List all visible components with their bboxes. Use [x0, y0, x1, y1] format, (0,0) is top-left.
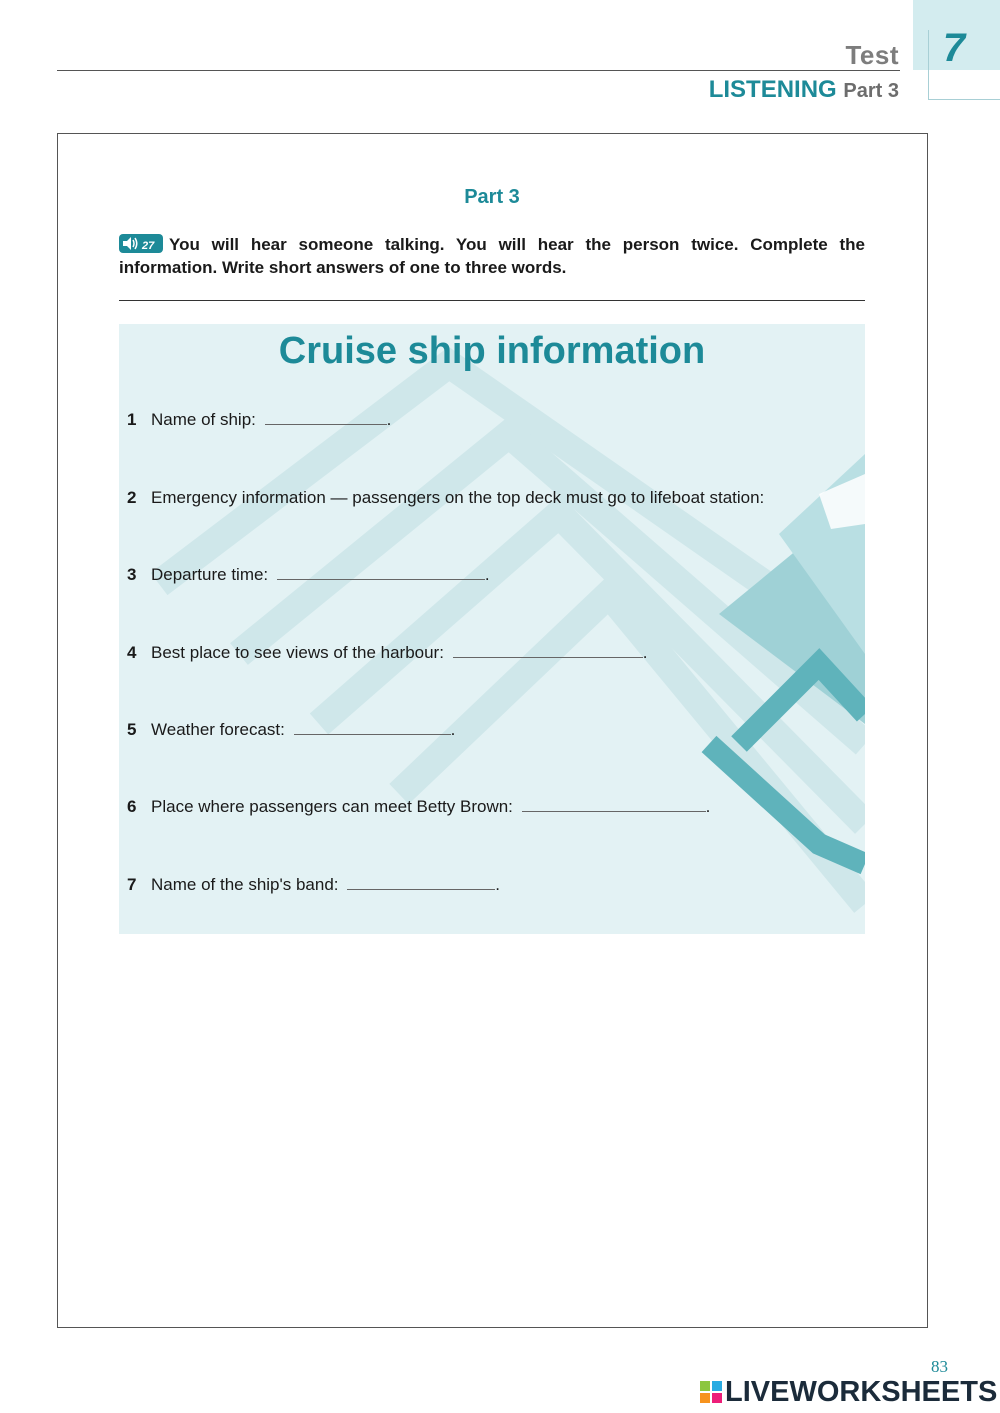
- question-end: .: [642, 643, 648, 662]
- answer-field[interactable]: [773, 489, 793, 503]
- question-text: Name of the ship's band:: [151, 875, 339, 894]
- question-4: [127, 643, 647, 663]
- question-text: Place where passengers can meet Betty Brown:: [151, 797, 513, 816]
- audio-track-number: 27: [142, 240, 155, 252]
- test-tab-border-bottom: [928, 99, 1000, 100]
- answer-field[interactable]: [453, 643, 643, 658]
- answer-field[interactable]: [347, 875, 495, 890]
- question-number: 3: [127, 565, 137, 584]
- test-number: 7: [942, 26, 966, 70]
- question-text: Name of ship:: [151, 410, 256, 429]
- question-number: 4: [127, 643, 137, 662]
- brand-logo: [700, 1376, 997, 1409]
- question-number: 2: [127, 488, 137, 507]
- question-end: .: [705, 797, 711, 816]
- answer-field[interactable]: [265, 410, 387, 425]
- audio-track-button[interactable]: [119, 234, 163, 253]
- question-end: .: [484, 565, 490, 584]
- liveworksheets-logo-icon: [700, 1381, 722, 1403]
- question-text: Emergency information — passengers on the top deck must go to lifeboat station:: [151, 488, 765, 507]
- question-end: .: [495, 875, 500, 894]
- question-end: .: [450, 720, 456, 739]
- question-text: Best place to see views of the harbour:: [151, 643, 444, 662]
- part-title: Part 3: [464, 186, 520, 208]
- question-number: 7: [127, 875, 137, 894]
- answer-field[interactable]: [294, 720, 451, 735]
- question-5: [127, 720, 455, 740]
- section-part: Part 3: [843, 80, 899, 102]
- question-7: [127, 875, 500, 895]
- answer-field[interactable]: [522, 797, 706, 812]
- brand-name: LIVEWORKSHEETS: [725, 1376, 998, 1408]
- speaker-icon: [123, 237, 139, 250]
- separator-rule: [119, 300, 865, 301]
- question-number: 1: [127, 410, 137, 429]
- test-label: Test: [845, 40, 899, 70]
- page-number: 83: [931, 1357, 948, 1376]
- header-rule: [57, 70, 900, 71]
- section-name: LISTENING: [708, 76, 837, 103]
- info-title: Cruise ship information: [278, 330, 706, 372]
- answer-field[interactable]: [277, 565, 485, 580]
- question-number: 5: [127, 720, 137, 739]
- question-2: [127, 488, 793, 508]
- section-label: [709, 76, 899, 104]
- question-1: [127, 410, 391, 430]
- question-number: 6: [127, 797, 137, 816]
- question-end: .: [386, 410, 392, 429]
- question-3: [127, 565, 490, 585]
- question-6: [127, 797, 710, 817]
- question-text: Departure time:: [151, 565, 269, 584]
- question-text: Weather forecast:: [151, 720, 285, 739]
- instructions: [119, 233, 865, 279]
- instructions-text: You will hear someone talking. You will hear the person twice. Complete the information. Write short answers of one to three words.: [119, 235, 865, 277]
